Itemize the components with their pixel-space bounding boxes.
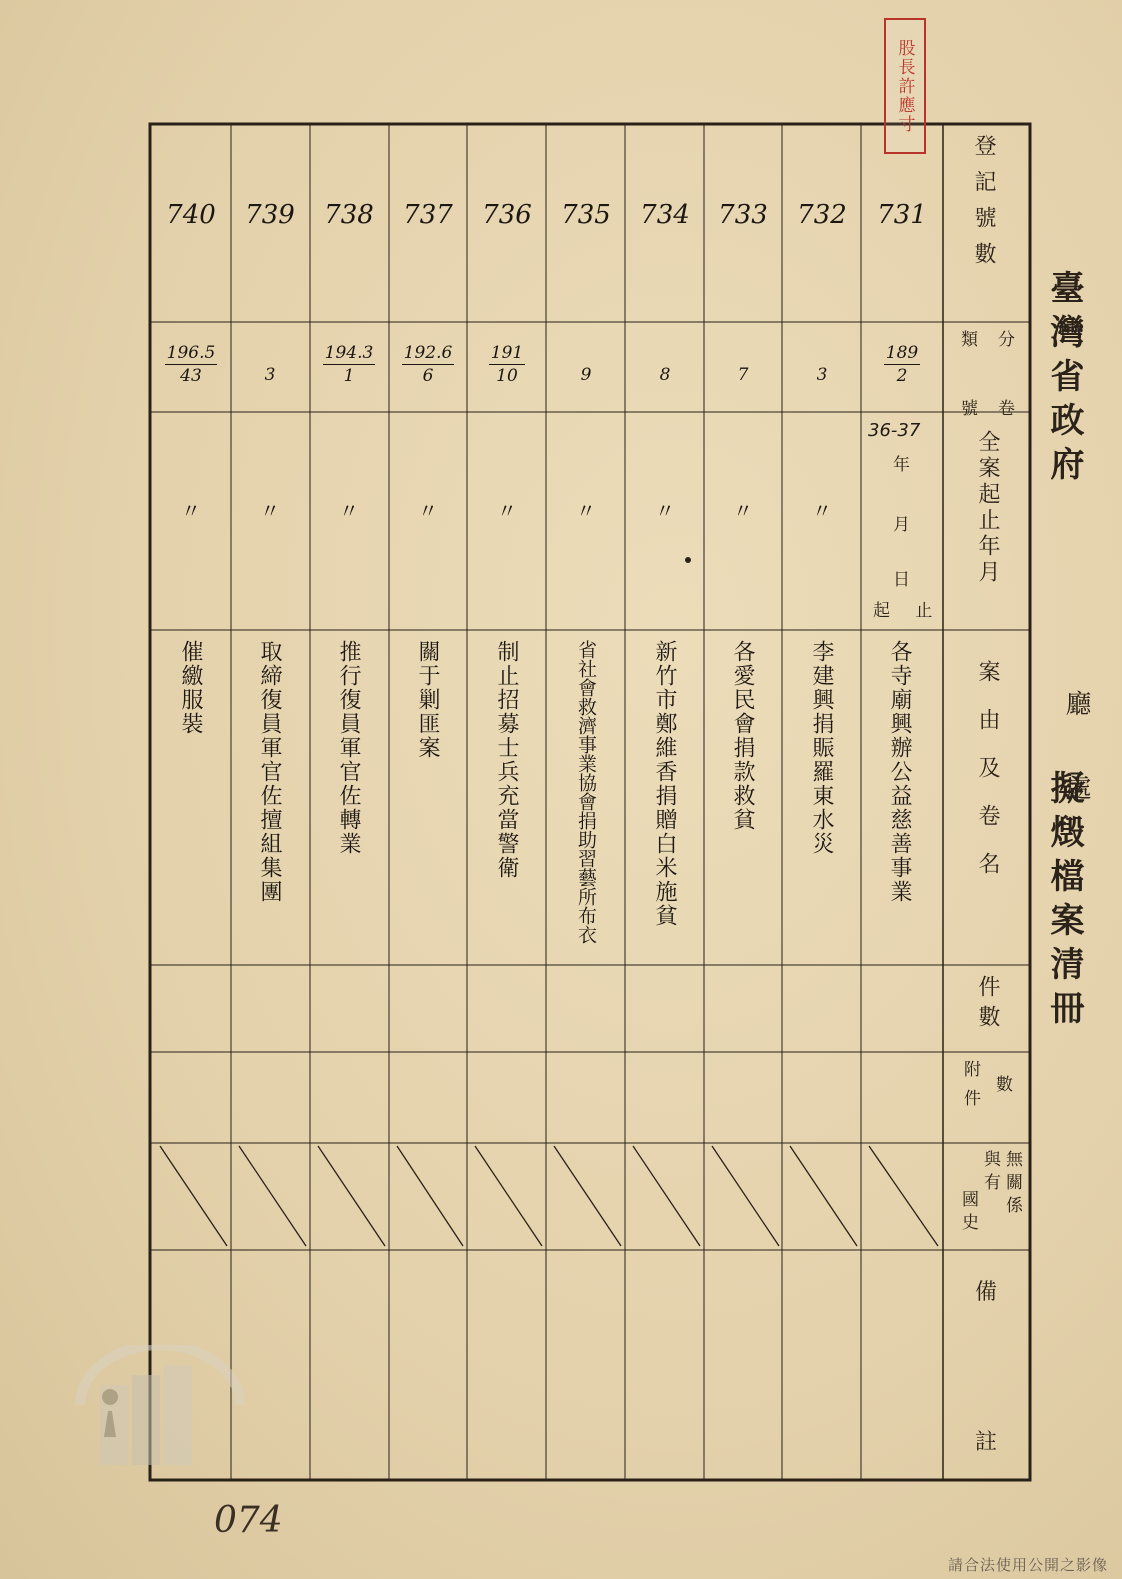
- row-period-ditto: 〃: [655, 499, 675, 523]
- row-class-no: 7: [737, 365, 749, 385]
- row-reg-no: 740: [166, 200, 216, 230]
- row-class-no: 9: [580, 365, 592, 385]
- row-reg-no: 734: [640, 200, 690, 230]
- row-reg-no: 736: [482, 200, 532, 230]
- period-month-char: 月: [893, 515, 910, 535]
- office-label: 廳 處: [1061, 690, 1091, 814]
- row-class-no: 189 2: [885, 343, 919, 386]
- row-class-no: 3: [816, 365, 828, 385]
- row-reg-no: 737: [403, 200, 453, 230]
- row-subject: 各愛民會捐款救貧: [730, 640, 755, 832]
- document-subtitle: 擬燬檔案清冊: [1044, 770, 1084, 1034]
- row-subject: 關于剿匪案: [415, 640, 440, 760]
- row-class-no: 3: [264, 365, 276, 385]
- usage-watermark: 請合法使用公開之影像: [947, 1556, 1108, 1574]
- row-subject: 推行復員軍官佐轉業: [336, 640, 361, 856]
- header-vol-top: 分 卷: [994, 330, 1014, 432]
- row-class-no: 8: [659, 365, 671, 385]
- period-day-char: 日: [893, 570, 910, 590]
- period-start-end: 起 止: [873, 601, 943, 621]
- row-class-no: 191 10: [490, 343, 524, 386]
- row-subject: 催繳服裝: [178, 640, 203, 736]
- row-subject: 省社會救濟事業協會捐助習藝所布衣: [575, 640, 597, 944]
- period-years: 36-37: [868, 420, 921, 441]
- row-period-ditto: 〃: [812, 499, 832, 523]
- header-vol-bottom: 類 號: [957, 330, 977, 432]
- header-period: 全案起止年月: [975, 430, 1000, 586]
- approval-stamp: 股長許應寸: [884, 18, 926, 154]
- document-title: 臺灣省政府: [1044, 270, 1084, 490]
- header-attach-left: 附件: [960, 1060, 980, 1118]
- row-reg-no: 732: [797, 200, 847, 230]
- row-subject: 制止招募士兵充當警衛: [494, 640, 519, 880]
- row-reg-no: 731: [877, 200, 927, 230]
- header-subject: 案由及卷名: [975, 660, 1000, 900]
- row-period-ditto: 〃: [576, 499, 596, 523]
- row-reg-no: 738: [324, 200, 374, 230]
- archive-logo-icon: [70, 1345, 250, 1475]
- header-history-c: 國史: [958, 1190, 978, 1236]
- row-reg-no: 735: [561, 200, 611, 230]
- row-period-ditto: 〃: [260, 499, 280, 523]
- row-subject: 各寺廟興辦公益慈善事業: [887, 640, 912, 904]
- row-subject: 新竹市鄭維香捐贈白米施貧: [652, 640, 677, 928]
- row-period-ditto: 〃: [339, 499, 359, 523]
- row-reg-no: 733: [718, 200, 768, 230]
- row-period-ditto: 〃: [181, 499, 201, 523]
- row-class-no: 194.3 1: [324, 343, 374, 386]
- row-period-ditto: 〃: [733, 499, 753, 523]
- header-reg-no: 登記號數: [971, 134, 996, 278]
- row-period-ditto: 〃: [418, 499, 438, 523]
- row-reg-no: 739: [245, 200, 295, 230]
- row-class-no: 196.5 43: [166, 343, 216, 386]
- header-remark-bottom: 註: [975, 1430, 998, 1455]
- header-remark-top: 備: [975, 1280, 998, 1305]
- header-history-a: 無關係: [1002, 1150, 1022, 1219]
- row-subject: 李建興捐賑羅東水災: [809, 640, 834, 856]
- header-history-b: 與有: [980, 1150, 1000, 1196]
- page-number: 074: [214, 1500, 283, 1541]
- row-class-no: 192.6 6: [403, 343, 453, 386]
- period-year-char: 年: [893, 455, 910, 475]
- header-attach-right: 數: [992, 1075, 1012, 1104]
- row-period-ditto: 〃: [497, 499, 517, 523]
- header-count: 件數: [975, 975, 1000, 1035]
- row-subject: 取締復員軍官佐擅組集團: [257, 640, 282, 904]
